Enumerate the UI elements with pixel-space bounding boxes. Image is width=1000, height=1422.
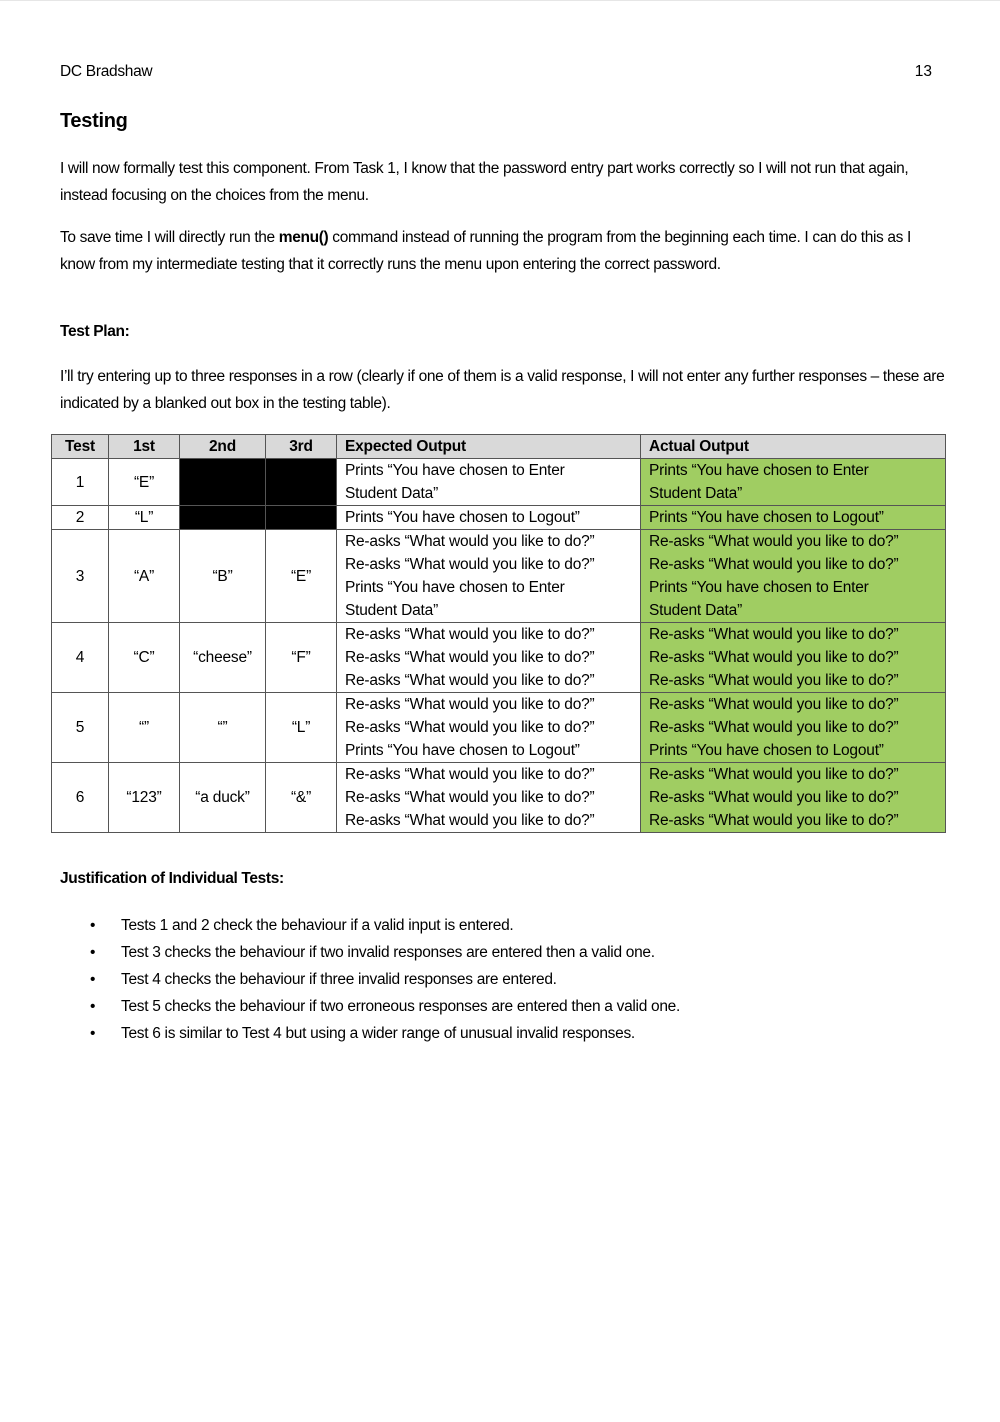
cell-third: “E” <box>266 530 337 623</box>
col-second: 2nd <box>180 435 266 459</box>
col-third: 3rd <box>266 435 337 459</box>
cell-expected <box>337 623 641 693</box>
cell-blanked <box>180 459 266 506</box>
expected-line: Student Data” <box>345 485 439 502</box>
table-row <box>52 763 946 833</box>
actual-line: Re-asks “What would you like to do?” <box>649 719 899 736</box>
expected-line: Re-asks “What would you like to do?” <box>345 672 595 689</box>
page-number: 13 <box>914 63 932 80</box>
cell-second: “a duck” <box>180 763 266 833</box>
list-item-text: Test 6 is similar to Test 4 but using a wider range of unusual invalid responses. <box>121 1025 635 1042</box>
bullet-icon: • <box>90 1025 96 1042</box>
cell-second: “cheese” <box>180 623 266 693</box>
table-row <box>52 623 946 693</box>
actual-line: Re-asks “What would you like to do?” <box>649 696 899 713</box>
list-item-text: Test 4 checks the behaviour if three invalid responses are entered. <box>121 971 557 988</box>
cell-actual <box>641 459 946 506</box>
menu-paragraph <box>60 225 945 278</box>
cell-first: “” <box>109 693 180 763</box>
cell-first: “E” <box>109 459 180 506</box>
table-row <box>52 693 946 763</box>
bullet-icon: • <box>90 917 96 934</box>
expected-line: Re-asks “What would you like to do?” <box>345 719 595 736</box>
expected-line: Re-asks “What would you like to do?” <box>345 533 595 550</box>
cell-second: “” <box>180 693 266 763</box>
col-test: Test <box>52 435 109 459</box>
test-table <box>51 434 946 833</box>
actual-line: Re-asks “What would you like to do?” <box>649 812 899 829</box>
col-first: 1st <box>109 435 180 459</box>
actual-line: Re-asks “What would you like to do?” <box>649 766 899 783</box>
cell-test: 3 <box>52 530 109 623</box>
bullet-icon: • <box>90 971 96 988</box>
header-author: DC Bradshaw <box>60 63 153 80</box>
cell-blanked <box>180 506 266 530</box>
justification-list <box>60 912 680 1047</box>
cell-actual <box>641 693 946 763</box>
actual-line: Student Data” <box>649 602 743 619</box>
cell-blanked <box>266 459 337 506</box>
col-actual: Actual Output <box>641 435 946 459</box>
list-item <box>60 993 680 1020</box>
intro-paragraph: I will now formally test this component. From Task 1, I know that the password entry part works correctly so I will not run that again, instead focusing on the choices from the menu. <box>60 160 909 204</box>
cell-second: “B” <box>180 530 266 623</box>
expected-line: Re-asks “What would you like to do?” <box>345 766 595 783</box>
expected-line: Prints “You have chosen to Logout” <box>345 742 580 759</box>
expected-line: Re-asks “What would you like to do?” <box>345 812 595 829</box>
list-item-text: Tests 1 and 2 check the behaviour if a valid input is entered. <box>121 917 514 934</box>
cell-third: “L” <box>266 693 337 763</box>
cell-actual <box>641 506 946 530</box>
table-row <box>52 459 946 506</box>
cell-first: “A” <box>109 530 180 623</box>
expected-line: Re-asks “What would you like to do?” <box>345 649 595 666</box>
expected-line: Prints “You have chosen to Enter <box>345 579 565 596</box>
col-expected: Expected Output <box>337 435 641 459</box>
cell-first: “123” <box>109 763 180 833</box>
menu-command: menu() <box>278 229 329 246</box>
expected-line: Re-asks “What would you like to do?” <box>345 556 595 573</box>
actual-line: Prints “You have chosen to Logout” <box>649 509 884 526</box>
cell-blanked <box>266 506 337 530</box>
cell-test: 1 <box>52 459 109 506</box>
cell-actual <box>641 763 946 833</box>
list-item <box>60 1020 680 1047</box>
list-item <box>60 912 680 939</box>
cell-first: “L” <box>109 506 180 530</box>
actual-line: Prints “You have chosen to Enter <box>649 579 869 596</box>
expected-line: Prints “You have chosen to Enter <box>345 462 565 479</box>
cell-expected <box>337 530 641 623</box>
list-item <box>60 939 680 966</box>
actual-line: Student Data” <box>649 485 743 502</box>
cell-third: “&” <box>266 763 337 833</box>
list-item-text: Test 5 checks the behaviour if two erroneous responses are entered then a valid one. <box>121 998 680 1015</box>
cell-test: 5 <box>52 693 109 763</box>
list-item-text: Test 3 checks the behaviour if two invalid responses are entered then a valid one. <box>121 944 655 961</box>
cell-actual <box>641 530 946 623</box>
cell-expected <box>337 506 641 530</box>
actual-line: Re-asks “What would you like to do?” <box>649 789 899 806</box>
section-title: Testing <box>60 110 128 132</box>
table-header-row <box>52 435 946 459</box>
actual-line: Prints “You have chosen to Enter <box>649 462 869 479</box>
cell-expected <box>337 763 641 833</box>
bullet-icon: • <box>90 998 96 1015</box>
cell-test: 6 <box>52 763 109 833</box>
actual-line: Re-asks “What would you like to do?” <box>649 649 899 666</box>
cell-first: “C” <box>109 623 180 693</box>
expected-line: Student Data” <box>345 602 439 619</box>
menu-paragraph-post: command instead of running the program from the beginning each time. I can do this as I know from my intermediate testing that it correctly runs the menu upon entering the correct password. <box>60 229 911 273</box>
menu-paragraph-pre: To save time I will directly run the <box>60 229 279 246</box>
page-top-edge <box>0 0 1000 1</box>
expected-line: Re-asks “What would you like to do?” <box>345 789 595 806</box>
test-plan-heading: Test Plan: <box>60 323 130 340</box>
cell-test: 2 <box>52 506 109 530</box>
cell-test: 4 <box>52 623 109 693</box>
cell-actual <box>641 623 946 693</box>
actual-line: Re-asks “What would you like to do?” <box>649 533 899 550</box>
justification-heading: Justification of Individual Tests: <box>60 870 284 887</box>
table-row <box>52 506 946 530</box>
actual-line: Prints “You have chosen to Logout” <box>649 742 884 759</box>
expected-line: Re-asks “What would you like to do?” <box>345 626 595 643</box>
cell-third: “F” <box>266 623 337 693</box>
expected-line: Re-asks “What would you like to do?” <box>345 696 595 713</box>
expected-line: Prints “You have chosen to Logout” <box>345 509 580 526</box>
list-item <box>60 966 680 993</box>
actual-line: Re-asks “What would you like to do?” <box>649 556 899 573</box>
cell-expected <box>337 459 641 506</box>
actual-line: Re-asks “What would you like to do?” <box>649 672 899 689</box>
bullet-icon: • <box>90 944 96 961</box>
table-row <box>52 530 946 623</box>
actual-line: Re-asks “What would you like to do?” <box>649 626 899 643</box>
test-plan-paragraph: I’ll try entering up to three responses in a row (clearly if one of them is a valid response, I will not enter any further responses – these are indicated by a blanked out box in the testing table). <box>60 368 945 412</box>
cell-expected <box>337 693 641 763</box>
